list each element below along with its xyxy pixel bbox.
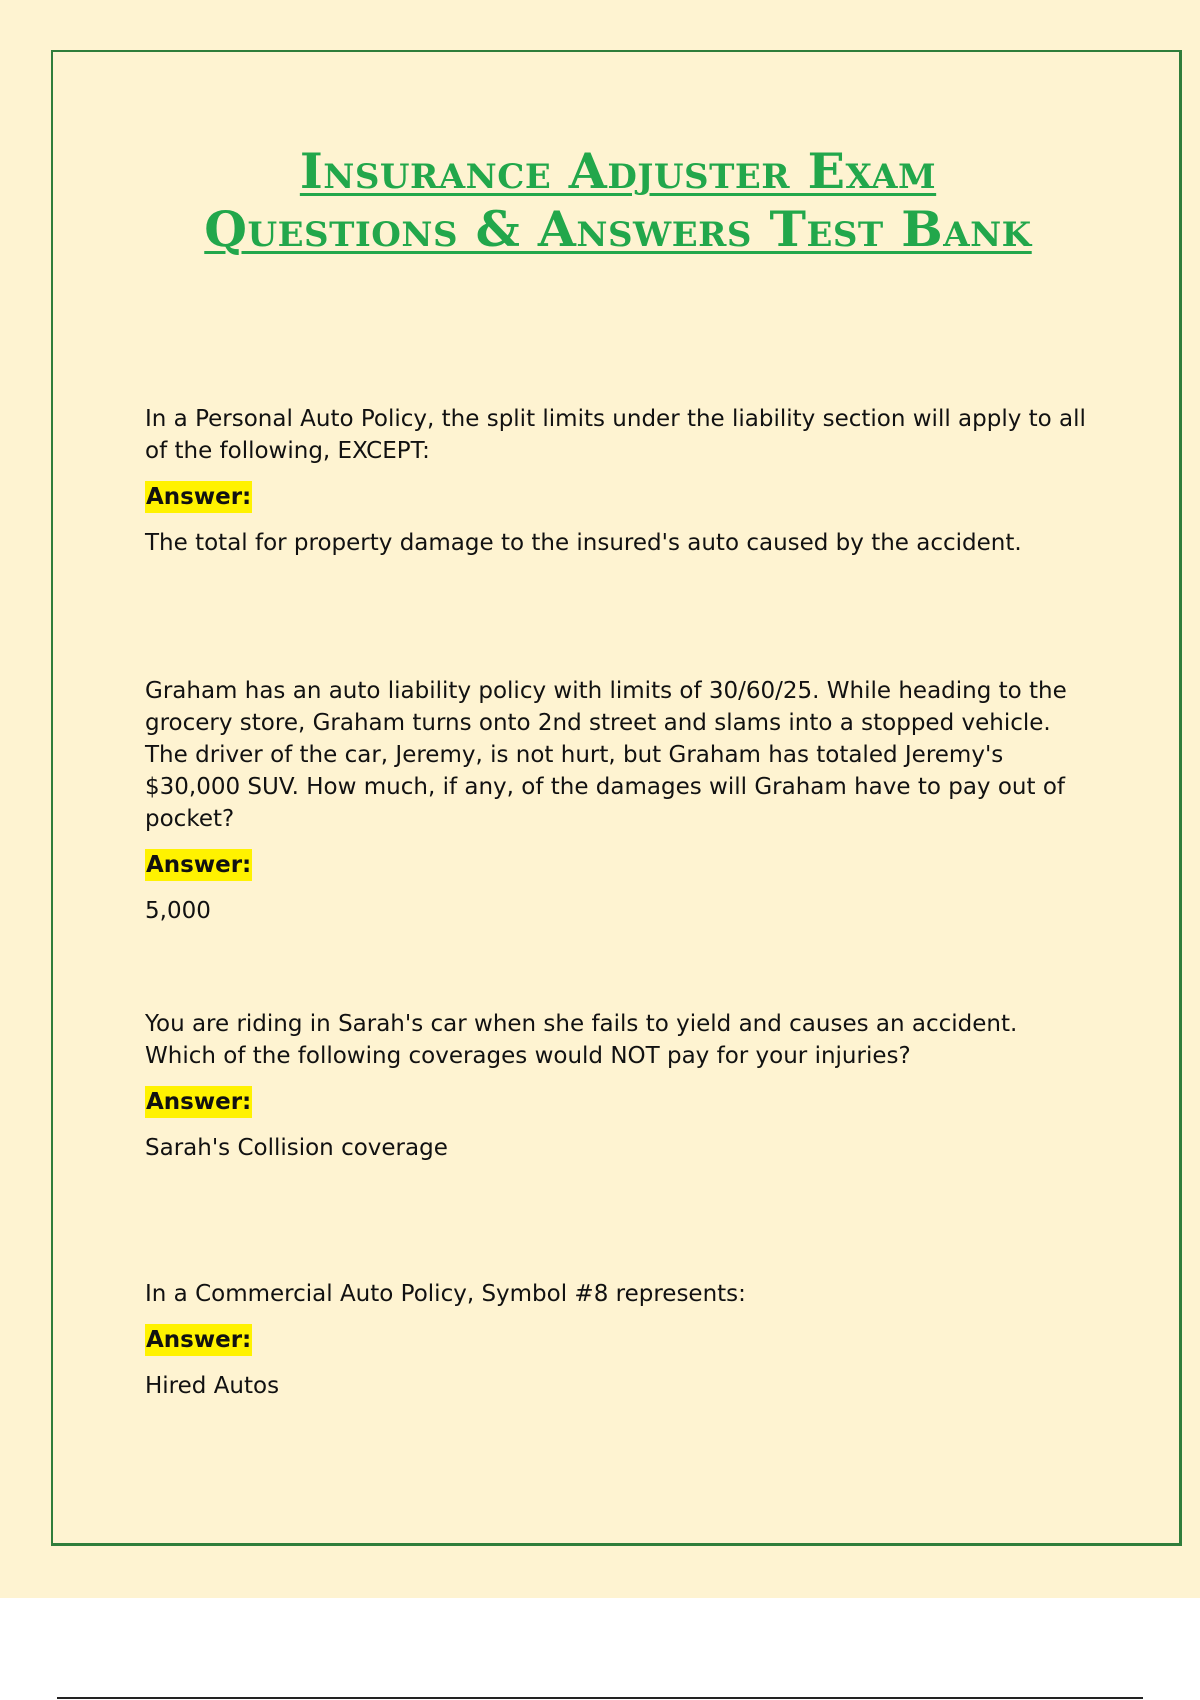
qa-item-3: [145, 1008, 1095, 1164]
document-title: [0, 142, 1200, 258]
answer-label: Answer:: [145, 481, 252, 513]
question-text: You are riding in Sarah's car when she fails to yield and causes an accident. Which of the following coverages would NOT pay for your injuries?: [145, 1011, 1018, 1069]
answer-text: 5,000: [145, 898, 211, 924]
question-text: In a Commercial Auto Policy, Symbol #8 represents:: [145, 1281, 746, 1307]
footer-divider: [57, 1697, 1143, 1699]
answer-text: Sarah's Collision coverage: [145, 1135, 448, 1161]
answer-text: Hired Autos: [145, 1373, 280, 1399]
qa-item-4: [145, 1278, 1095, 1402]
answer-text: The total for property damage to the insured's auto caused by the accident.: [145, 530, 1022, 556]
qa-item-1: [145, 403, 1095, 559]
answer-label: Answer:: [145, 1324, 252, 1356]
title-line-2: Questions & Answers Test Bank: [204, 200, 1032, 258]
answer-label: Answer:: [145, 1086, 252, 1118]
question-text: Graham has an auto liability policy with limits of 30/60/25. While heading to the grocery store, Graham turns onto 2nd street and slams into a stopped vehicle. The driver of the car, Jeremy, is not hurt, but Graham has totaled Jeremy's $30,000 SUV. How much, if any, of the damages will Graham have to pay out of pocket?: [145, 678, 1067, 832]
answer-label: Answer:: [145, 849, 252, 881]
question-text: In a Personal Auto Policy, the split limits under the liability section will apply to all of the following, EXCEPT:: [145, 406, 1086, 464]
title-line-1: Insurance Adjuster Exam: [299, 142, 937, 200]
qa-item-2: [145, 675, 1095, 927]
